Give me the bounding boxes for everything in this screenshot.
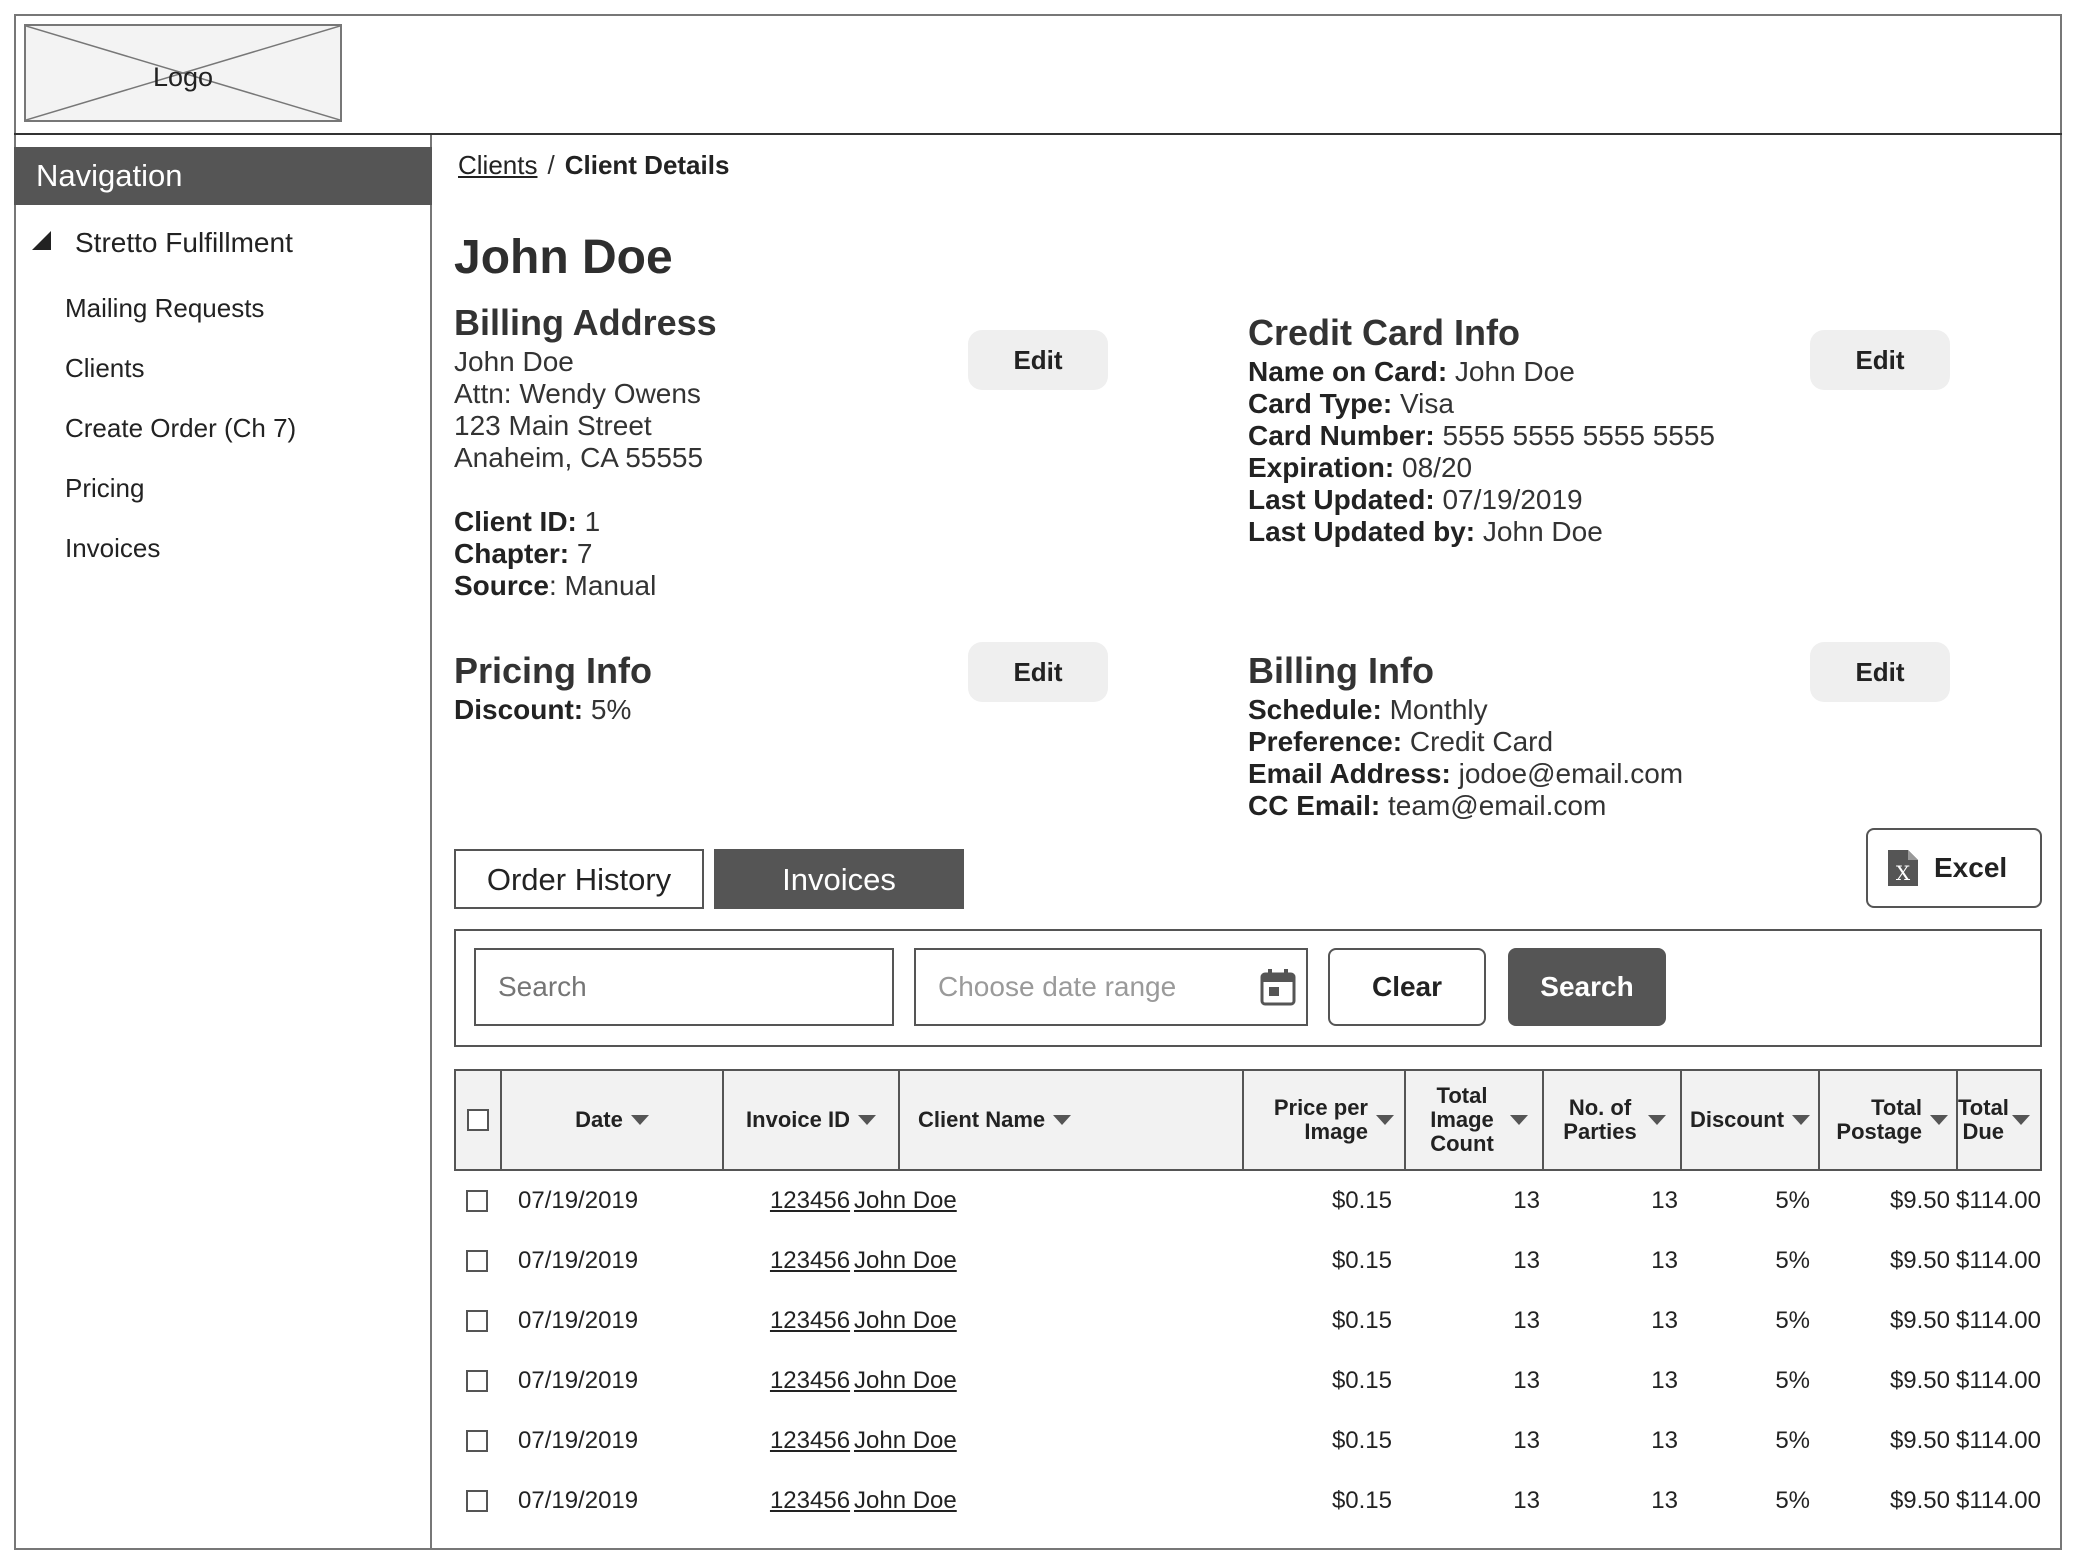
tab-invoices[interactable]: Invoices	[714, 849, 964, 909]
cell-price-per-image: $0.15	[1331, 1187, 1392, 1214]
edit-billing-address-button[interactable]: Edit	[968, 330, 1108, 390]
edit-billing-info-button[interactable]: Edit	[1810, 642, 1950, 702]
cell-total-image-count: 13	[1513, 1247, 1540, 1274]
cell-date: 07/19/2019	[518, 1427, 639, 1454]
address-line: 123 Main Street	[454, 410, 652, 441]
svg-text:X: X	[1895, 861, 1911, 885]
row-checkbox[interactable]	[466, 1250, 488, 1272]
cell-discount: 5%	[1775, 1367, 1810, 1394]
calendar-icon[interactable]	[1260, 968, 1296, 1006]
cell-total-postage: $9.50	[1889, 1307, 1950, 1334]
column-header-price-per-image[interactable]: Price per Image	[1244, 1071, 1406, 1169]
row-checkbox[interactable]	[466, 1190, 488, 1212]
cell-total-due: $114.00	[1956, 1307, 2041, 1334]
cell-no-of-parties: 13	[1651, 1367, 1678, 1394]
sort-caret-icon[interactable]	[1648, 1115, 1666, 1125]
cc-email-field: CC Email: team@email.com	[1248, 790, 1607, 821]
billing-info-block	[1248, 694, 1683, 822]
client-name-cell	[854, 1171, 1154, 1231]
column-header-invoice-id[interactable]: Invoice ID	[724, 1071, 900, 1169]
last-updated-by-field: Last Updated by: John Doe	[1248, 516, 1603, 547]
table-row	[454, 1471, 2042, 1531]
sort-caret-icon[interactable]	[1792, 1115, 1810, 1125]
cell-total-image-count: 13	[1513, 1427, 1540, 1454]
column-header-total-postage[interactable]: Total Postage	[1820, 1071, 1958, 1169]
address-line: Anaheim, CA 55555	[454, 442, 704, 473]
table-row	[454, 1231, 2042, 1291]
cell-total-image-count: 13	[1513, 1367, 1540, 1394]
cell-discount: 5%	[1775, 1487, 1810, 1514]
schedule-field: Schedule: Monthly	[1248, 694, 1488, 725]
credit-card-block	[1248, 356, 1715, 548]
card-number-field: Card Number: 5555 5555 5555 5555	[1248, 420, 1715, 451]
sort-caret-icon[interactable]	[858, 1115, 876, 1125]
sort-caret-icon[interactable]	[631, 1115, 649, 1125]
invoice-id-link[interactable]: 123456	[769, 1247, 851, 1274]
client-name-cell	[854, 1411, 1154, 1471]
cell-total-postage: $9.50	[1889, 1487, 1950, 1514]
cell-date: 07/19/2019	[518, 1247, 639, 1274]
nav-group-stretto[interactable]	[32, 227, 293, 259]
excel-label: Excel	[1934, 852, 2008, 883]
cell-no-of-parties: 13	[1651, 1247, 1678, 1274]
sidebar	[14, 135, 432, 1550]
breadcrumb-separator: /	[547, 150, 555, 180]
invoice-id-link[interactable]: 123456	[769, 1487, 851, 1514]
sort-caret-icon[interactable]	[1930, 1115, 1948, 1125]
row-checkbox[interactable]	[466, 1430, 488, 1452]
invoice-id-link[interactable]: 123456	[769, 1187, 851, 1214]
cell-no-of-parties: 13	[1651, 1307, 1678, 1334]
cell-no-of-parties: 13	[1651, 1427, 1678, 1454]
cell-total-due: $114.00	[1956, 1187, 2041, 1214]
sidebar-item-create-order[interactable]: Create Order (Ch 7)	[65, 413, 297, 443]
cell-total-due: $114.00	[1956, 1247, 2041, 1274]
row-checkbox-cell	[454, 1471, 500, 1531]
discount-field: Discount: 5%	[454, 694, 632, 725]
cell-total-postage: $9.50	[1889, 1427, 1950, 1454]
cell-total-due: $114.00	[1956, 1487, 2041, 1514]
page-title: John Doe	[454, 231, 673, 284]
table-row	[454, 1171, 2042, 1231]
table-row	[454, 1351, 2042, 1411]
column-header-no-of-parties[interactable]: No. of Parties	[1544, 1071, 1682, 1169]
client-name-link[interactable]: John Doe	[854, 1247, 957, 1274]
pricing-info-block	[454, 694, 631, 726]
cell-no-of-parties: 13	[1651, 1187, 1678, 1214]
cell-total-postage: $9.50	[1889, 1367, 1950, 1394]
cell-date: 07/19/2019	[518, 1307, 639, 1334]
billing-address-block	[454, 346, 703, 602]
row-checkbox[interactable]	[466, 1310, 488, 1332]
logo-label: Logo	[152, 62, 214, 92]
name-on-card-field: Name on Card: John Doe	[1248, 356, 1575, 387]
table-row	[454, 1291, 2042, 1351]
row-checkbox-cell	[454, 1411, 500, 1471]
invoice-id-link[interactable]: 123456	[769, 1307, 851, 1334]
cell-total-due: $114.00	[1956, 1367, 2041, 1394]
excel-export-button[interactable]	[1866, 828, 2042, 908]
column-header-total-due[interactable]: Total Due	[1958, 1071, 2040, 1169]
expiration-field: Expiration: 08/20	[1248, 452, 1473, 483]
sort-caret-icon[interactable]	[1510, 1115, 1528, 1125]
sidebar-item-mailing-requests[interactable]: Mailing Requests	[65, 293, 265, 323]
preference-field: Preference: Credit Card	[1248, 726, 1554, 757]
cell-price-per-image: $0.15	[1331, 1247, 1392, 1274]
cell-price-per-image: $0.15	[1331, 1427, 1392, 1454]
collapse-triangle-icon[interactable]	[32, 231, 51, 250]
cell-discount: 5%	[1775, 1187, 1810, 1214]
cell-total-postage: $9.50	[1889, 1247, 1950, 1274]
breadcrumb-clients-link[interactable]: Clients	[458, 150, 538, 180]
cell-date: 07/19/2019	[518, 1487, 639, 1514]
billing-info-title: Billing Info	[1248, 650, 1434, 691]
column-header-discount[interactable]: Discount	[1682, 1071, 1820, 1169]
sort-caret-icon[interactable]	[1053, 1115, 1071, 1125]
client-name-cell	[854, 1231, 1154, 1291]
source-field: Source: Manual	[454, 570, 657, 601]
row-checkbox[interactable]	[466, 1490, 488, 1512]
search-button[interactable]: Search	[1508, 948, 1666, 1026]
pricing-info-title: Pricing Info	[454, 650, 652, 691]
excel-icon	[1886, 848, 1920, 888]
breadcrumb-current: Client Details	[564, 150, 730, 180]
card-type-field: Card Type: Visa	[1248, 388, 1454, 419]
select-all-cell	[456, 1071, 502, 1169]
billing-address-title: Billing Address	[454, 302, 717, 343]
cell-total-image-count: 13	[1513, 1307, 1540, 1334]
client-name-link[interactable]: John Doe	[854, 1307, 957, 1334]
breadcrumb	[458, 150, 729, 181]
cell-total-postage: $9.50	[1889, 1187, 1950, 1214]
tab-order-history[interactable]: Order History	[454, 849, 704, 909]
nav-group-label: Stretto Fulfillment	[75, 227, 293, 258]
column-header-total-image-count[interactable]: Total Image Count	[1406, 1071, 1544, 1169]
invoice-id-link[interactable]: 123456	[769, 1427, 851, 1454]
cell-total-image-count: 13	[1513, 1487, 1540, 1514]
cell-no-of-parties: 13	[1651, 1487, 1678, 1514]
sidebar-item-invoices[interactable]: Invoices	[65, 533, 161, 563]
client-name-cell	[854, 1351, 1154, 1411]
client-name-cell	[854, 1291, 1154, 1351]
client-name-link[interactable]: John Doe	[854, 1487, 957, 1514]
row-checkbox-cell	[454, 1231, 500, 1291]
table-row	[454, 1411, 2042, 1471]
credit-card-title: Credit Card Info	[1248, 312, 1521, 353]
cell-total-image-count: 13	[1513, 1187, 1540, 1214]
row-checkbox-cell	[454, 1171, 500, 1231]
search-input[interactable]	[474, 948, 894, 1026]
chapter-field: Chapter: 7	[454, 538, 593, 569]
client-name-link[interactable]: John Doe	[854, 1187, 957, 1214]
clear-button[interactable]: Clear	[1328, 948, 1486, 1026]
cell-price-per-image: $0.15	[1331, 1307, 1392, 1334]
date-range-placeholder: Choose date range	[938, 971, 1177, 1002]
column-header-date[interactable]: Date	[502, 1071, 724, 1169]
sidebar-item-clients[interactable]: Clients	[65, 353, 145, 383]
sort-caret-icon[interactable]	[2012, 1115, 2030, 1125]
sort-caret-icon[interactable]	[1376, 1115, 1394, 1125]
client-name-link[interactable]: John Doe	[854, 1367, 957, 1394]
client-name-cell	[854, 1471, 1154, 1531]
edit-pricing-info-button[interactable]: Edit	[968, 642, 1108, 702]
client-id-field: Client ID: 1	[454, 506, 601, 537]
cell-price-per-image: $0.15	[1331, 1367, 1392, 1394]
address-line: Attn: Wendy Owens	[454, 378, 701, 409]
client-name-link[interactable]: John Doe	[854, 1427, 957, 1454]
cell-date: 07/19/2019	[518, 1367, 639, 1394]
cell-date: 07/19/2019	[518, 1187, 639, 1214]
cell-discount: 5%	[1775, 1427, 1810, 1454]
logo-placeholder	[24, 24, 342, 122]
email-address-field: Email Address: jodoe@email.com	[1248, 758, 1684, 789]
cell-discount: 5%	[1775, 1307, 1810, 1334]
row-checkbox-cell	[454, 1291, 500, 1351]
address-line: John Doe	[454, 346, 574, 377]
table-header	[454, 1069, 2042, 1171]
column-header-client-name[interactable]: Client Name	[900, 1071, 1244, 1169]
last-updated-field: Last Updated: 07/19/2019	[1248, 484, 1583, 515]
sidebar-item-pricing[interactable]: Pricing	[65, 473, 145, 503]
edit-credit-card-button[interactable]: Edit	[1810, 330, 1950, 390]
row-checkbox-cell	[454, 1351, 500, 1411]
invoice-id-link[interactable]: 123456	[769, 1367, 851, 1394]
cell-price-per-image: $0.15	[1331, 1487, 1392, 1514]
cell-discount: 5%	[1775, 1247, 1810, 1274]
nav-header: Navigation	[14, 147, 432, 205]
cell-total-due: $114.00	[1956, 1427, 2041, 1454]
select-all-checkbox[interactable]	[467, 1109, 489, 1131]
row-checkbox[interactable]	[466, 1370, 488, 1392]
date-range-input[interactable]	[914, 948, 1308, 1026]
